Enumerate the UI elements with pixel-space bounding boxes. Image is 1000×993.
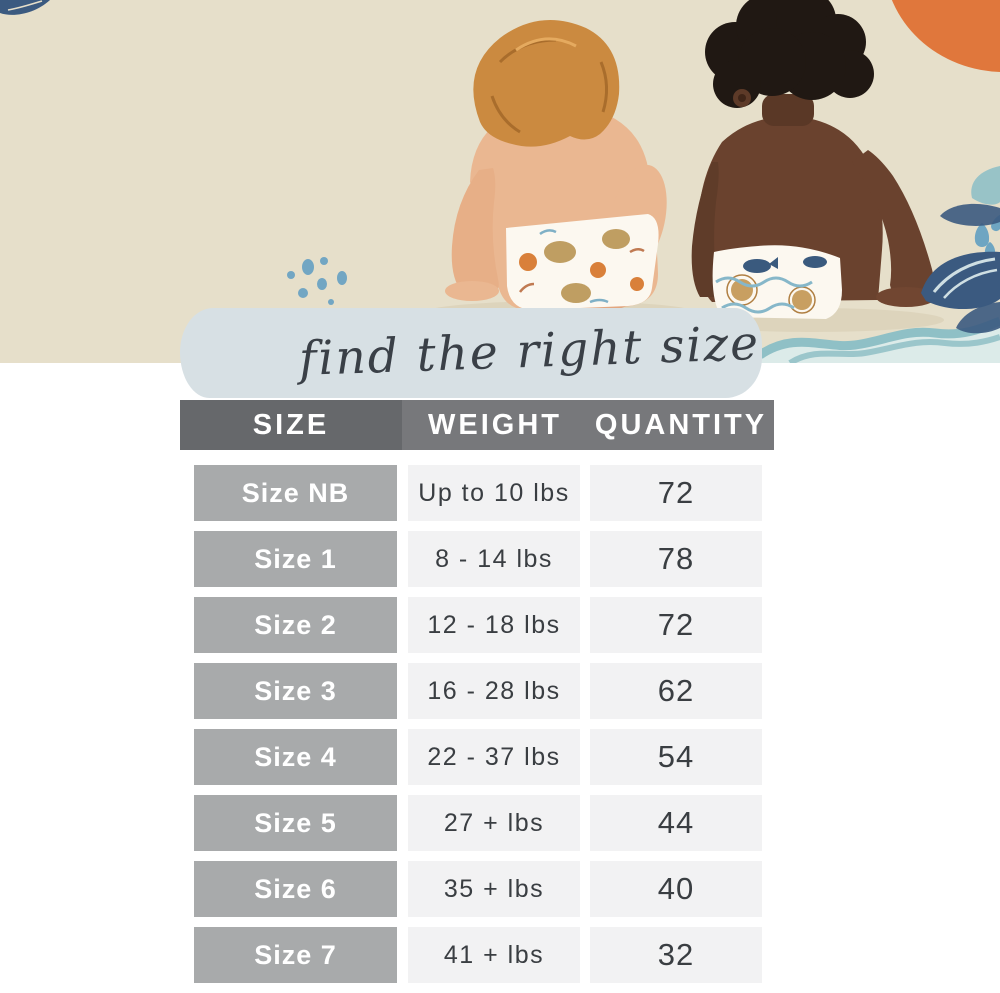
row-weight: 16 - 28 lbs bbox=[408, 663, 580, 719]
row-size: Size 4 bbox=[194, 729, 397, 785]
row-size: Size 3 bbox=[194, 663, 397, 719]
row-quantity: 54 bbox=[590, 729, 762, 785]
table-row bbox=[180, 861, 774, 917]
row-size: Size 5 bbox=[194, 795, 397, 851]
table-row bbox=[180, 663, 774, 719]
row-quantity: 72 bbox=[590, 465, 762, 521]
table-row bbox=[180, 927, 774, 983]
row-quantity: 40 bbox=[590, 861, 762, 917]
row-size: Size NB bbox=[194, 465, 397, 521]
row-weight: 35 + lbs bbox=[408, 861, 580, 917]
table-row bbox=[180, 597, 774, 653]
row-weight: 12 - 18 lbs bbox=[408, 597, 580, 653]
row-weight: 41 + lbs bbox=[408, 927, 580, 983]
row-size: Size 6 bbox=[194, 861, 397, 917]
size-chart-header bbox=[180, 400, 774, 450]
row-size: Size 1 bbox=[194, 531, 397, 587]
page-title: find the right size bbox=[298, 315, 762, 387]
table-rows bbox=[180, 465, 774, 993]
header-quantity: QUANTITY bbox=[588, 400, 774, 450]
table-row bbox=[180, 729, 774, 785]
row-quantity: 72 bbox=[590, 597, 762, 653]
row-quantity: 78 bbox=[590, 531, 762, 587]
row-quantity: 62 bbox=[590, 663, 762, 719]
row-size: Size 7 bbox=[194, 927, 397, 983]
row-quantity: 32 bbox=[590, 927, 762, 983]
table-row bbox=[180, 531, 774, 587]
header-size: SIZE bbox=[180, 400, 402, 450]
header-weight: WEIGHT bbox=[402, 400, 588, 450]
row-weight: 22 - 37 lbs bbox=[408, 729, 580, 785]
row-quantity: 44 bbox=[590, 795, 762, 851]
row-weight: 8 - 14 lbs bbox=[408, 531, 580, 587]
table-row bbox=[180, 795, 774, 851]
table-row bbox=[180, 465, 774, 521]
row-weight: Up to 10 lbs bbox=[408, 465, 580, 521]
row-weight: 27 + lbs bbox=[408, 795, 580, 851]
title-banner bbox=[180, 308, 762, 398]
row-size: Size 2 bbox=[194, 597, 397, 653]
